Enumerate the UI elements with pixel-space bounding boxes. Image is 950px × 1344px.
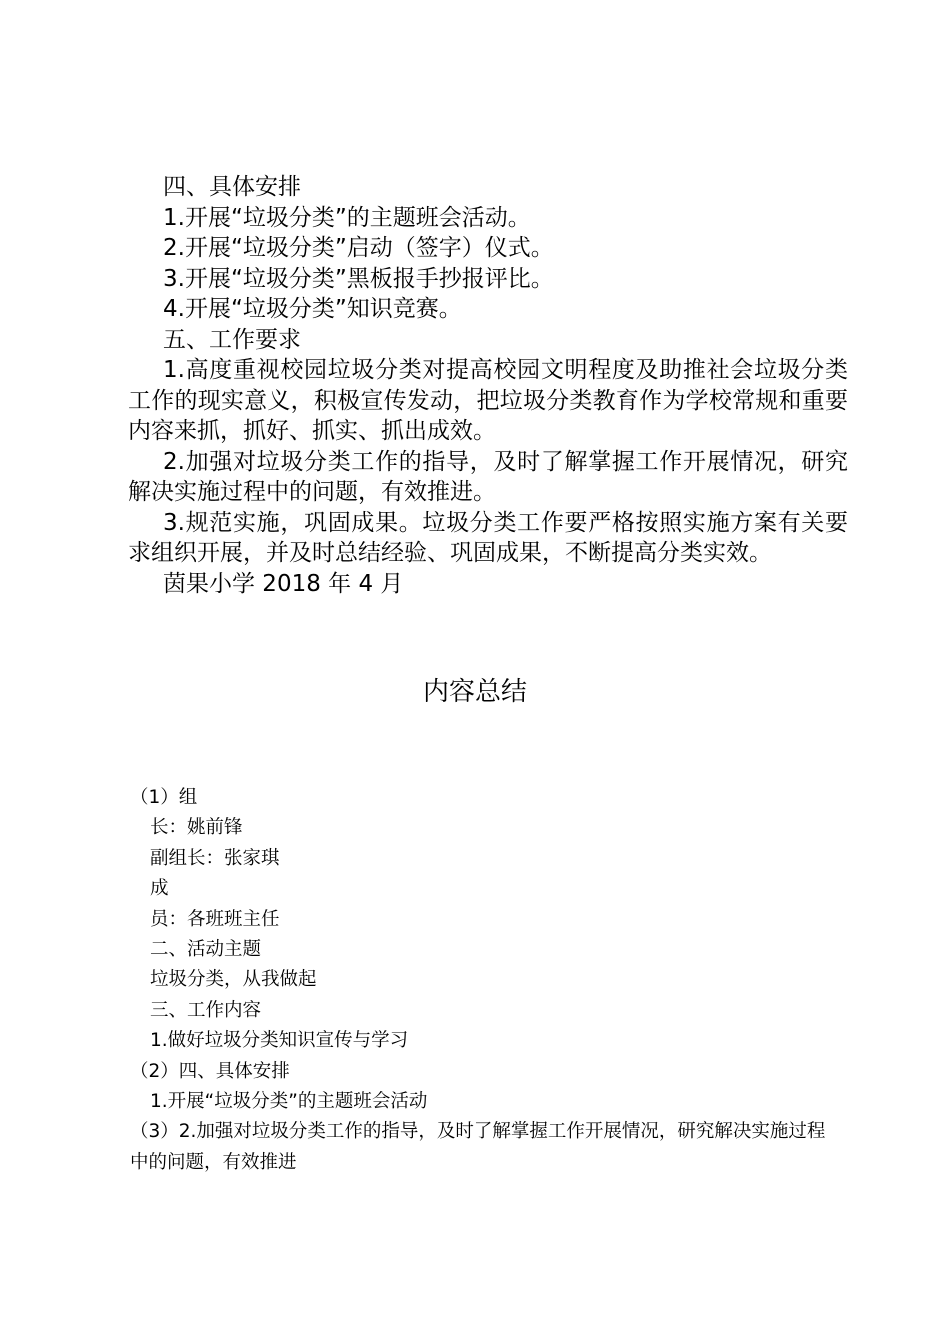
summary-line: 员：各班班主任 (150, 908, 280, 930)
section-four-item: 4.开展“垃圾分类”知识竞赛。 (163, 296, 462, 322)
summary-line: （2）四、具体安排 (130, 1060, 290, 1082)
summary-line: 垃圾分类，从我做起 (150, 969, 317, 991)
summary-line: 1.做好垃圾分类知识宣传与学习 (150, 1030, 409, 1052)
summary-title: 内容总结 (422, 677, 527, 707)
section-four-heading: 四、具体安排 (163, 174, 301, 200)
summary-line: 三、工作内容 (150, 999, 262, 1021)
summary-line: 1.开展“垃圾分类”的主题班会活动 (150, 1091, 428, 1113)
summary-line: 长：姚前锋 (150, 817, 243, 839)
section-five-item: 1.高度重视校园垃圾分类对提高校园文明程度及助推社会垃圾分类工作的现实意义，积极宣传发动，把垃圾分类教育作为学校常规和重要内容来抓，抓好、抓实、抓出成效。 (128, 357, 848, 444)
summary-line: 副组长：张家琪 (150, 847, 280, 869)
section-four-item: 3.开展“垃圾分类”黑板报手抄报评比。 (163, 265, 554, 292)
section-five-item: 2.加强对垃圾分类工作的指导，及时了解掌握工作开展情况，研究解决实施过程中的问题，有效推进。 (128, 448, 848, 505)
section-four-item: 2.开展“垃圾分类”启动（签字）仪式。 (163, 235, 554, 261)
summary-line: （1）组 (130, 787, 198, 808)
summary-line: （3）2.加强对垃圾分类工作的指导，及时了解掌握工作开展情况，研究解决实施过程中的问题，有效推进 (130, 1121, 826, 1173)
section-four-item: 1.开展“垃圾分类”的主题班会活动。 (163, 204, 531, 231)
section-five-heading: 五、工作要求 (163, 326, 301, 353)
summary-line: 二、活动主题 (150, 939, 262, 961)
signature: 茵果小学 2018 年 4 月 (163, 570, 404, 597)
section-five-item: 3.规范实施，巩固成果。垃圾分类工作要严格按照实施方案有关要求组织开展，并及时总结经验、巩固成果，不断提高分类实效。 (128, 509, 848, 566)
plan-body (128, 172, 848, 599)
summary-block (130, 783, 830, 1178)
summary-line: 成 (150, 878, 169, 900)
